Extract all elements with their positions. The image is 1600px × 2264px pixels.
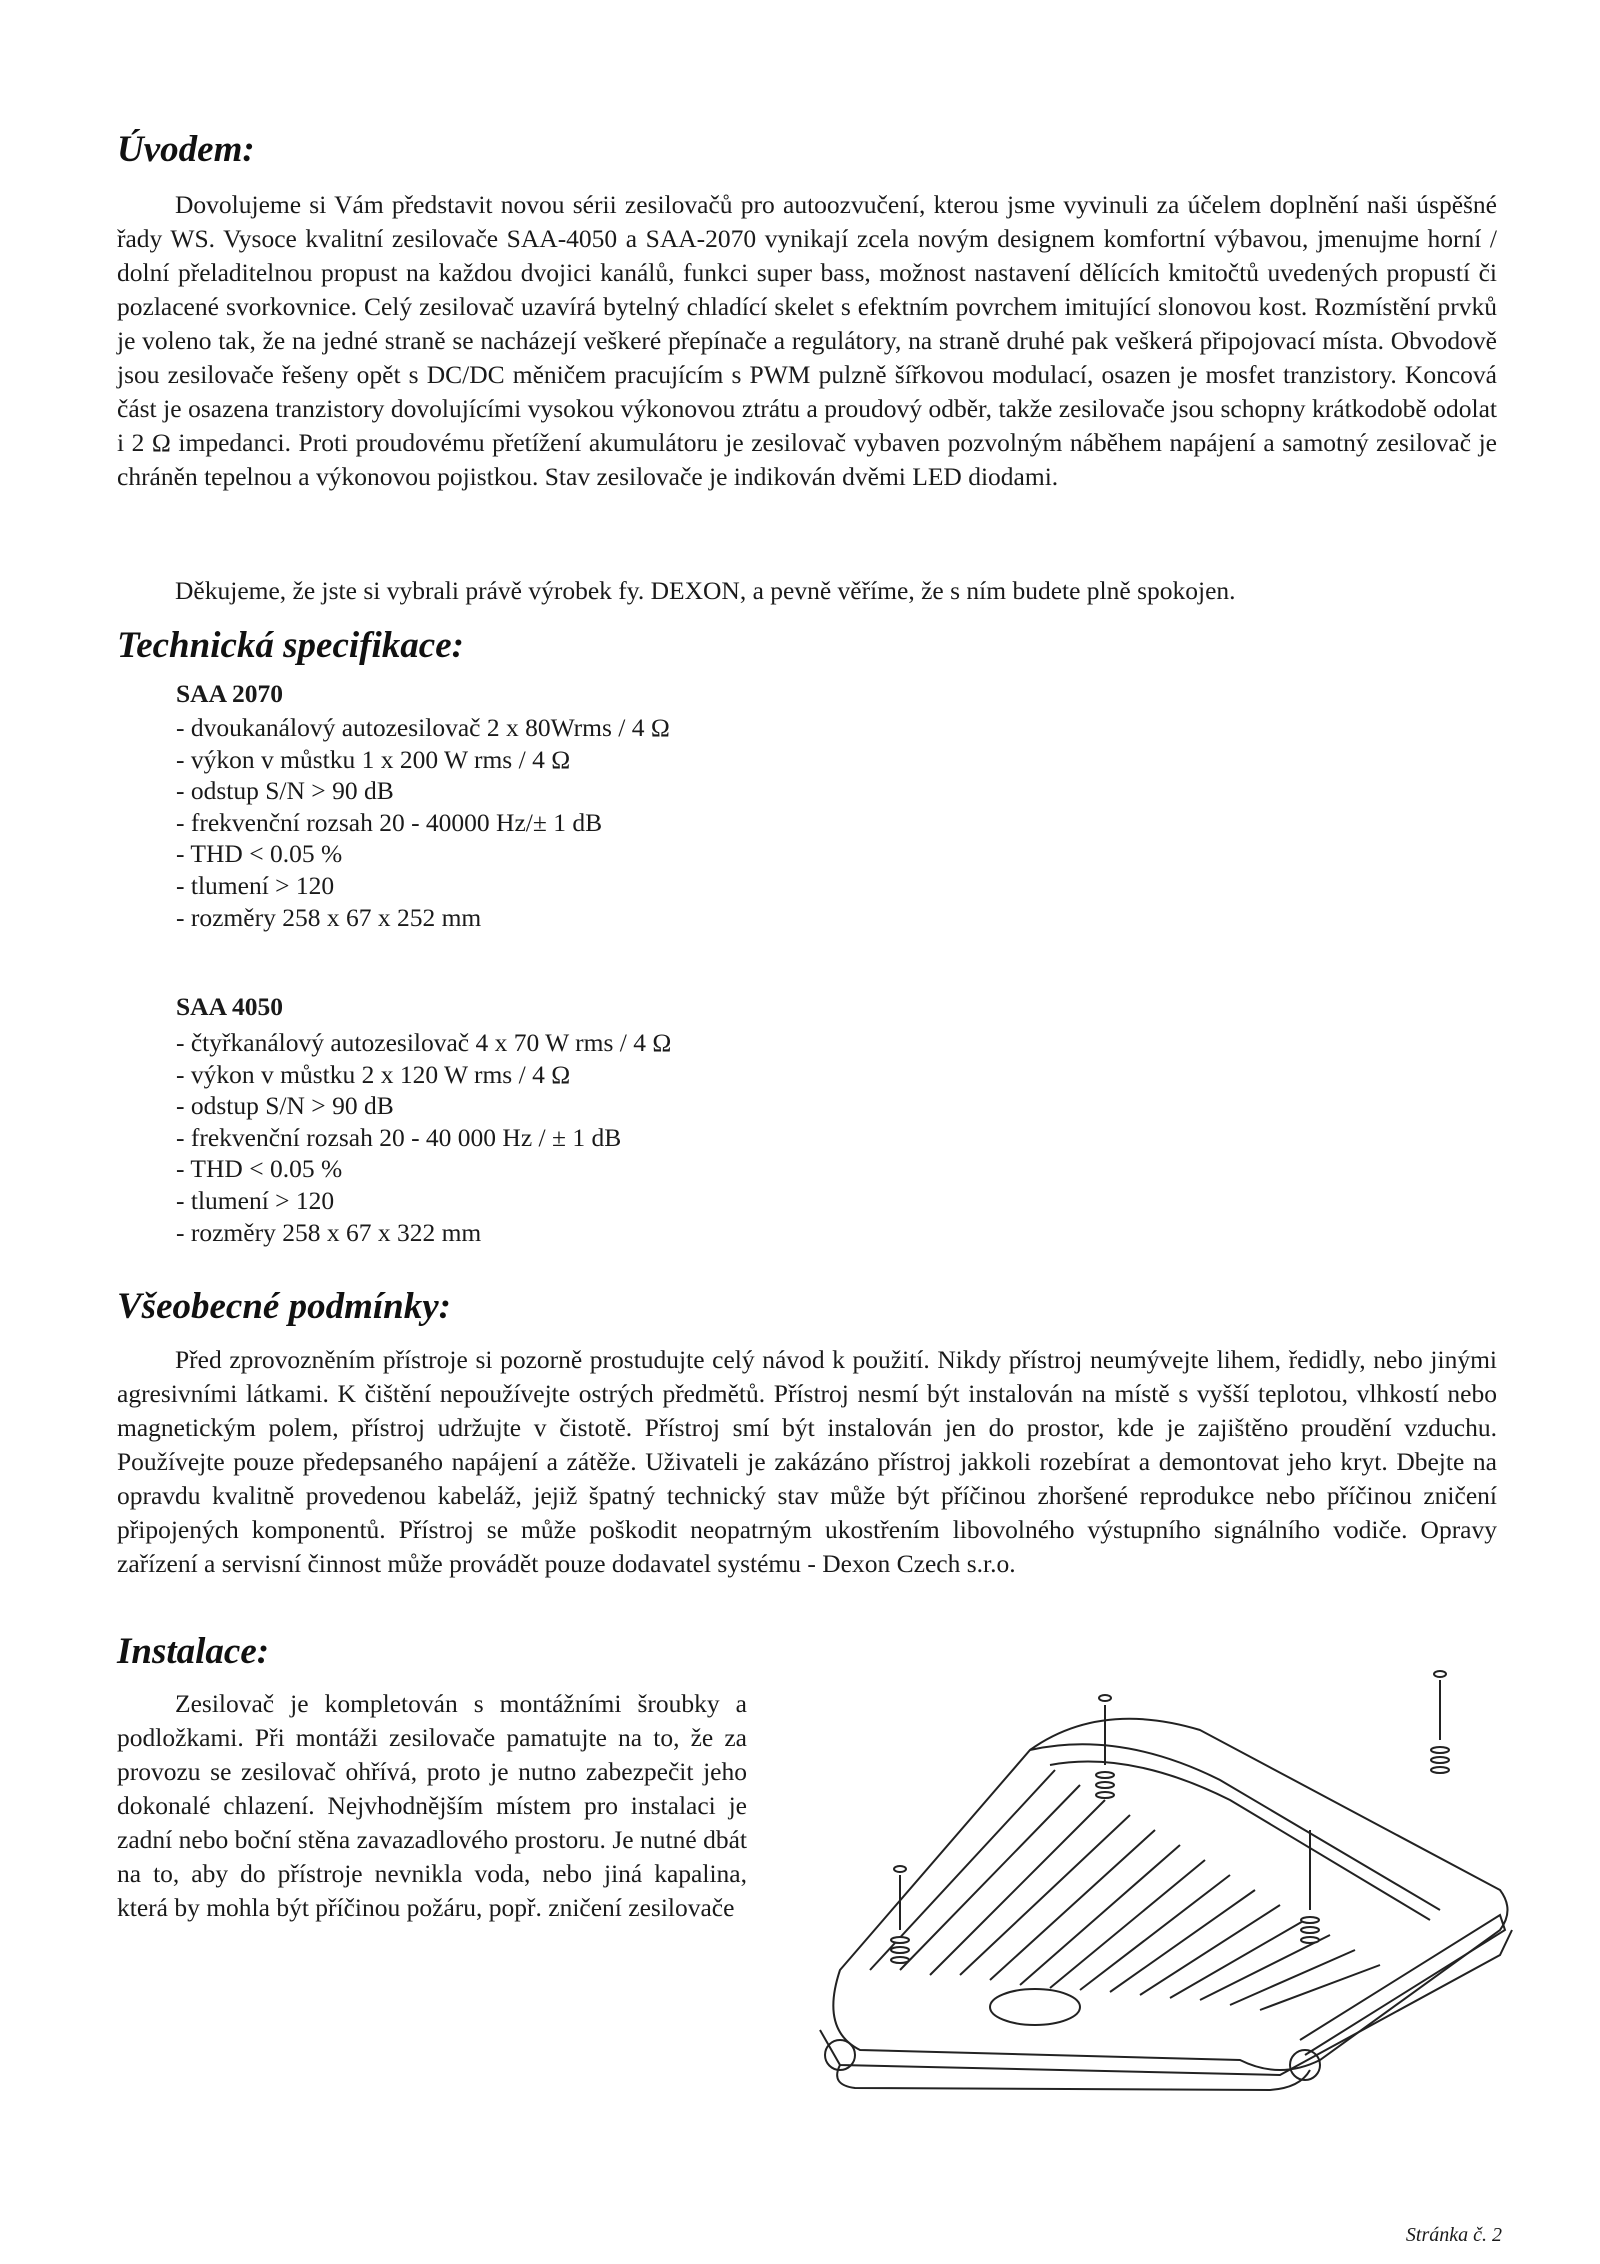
spec-item: - rozměry 258 x 67 x 252 mm (176, 902, 482, 932)
conditions-heading: Všeobecné podmínky: (117, 1286, 451, 1327)
model-saa2070-specs (176, 712, 670, 933)
spec-item: - frekvenční rozsah 20 - 40000 Hz/± 1 dB (176, 807, 603, 837)
spec-item: - rozměry 258 x 67 x 322 mm (176, 1217, 482, 1247)
model-saa2070-title: SAA 2070 (176, 679, 283, 708)
installation-heading: Instalace: (117, 1631, 270, 1672)
spec-item: - odstup S/N > 90 dB (176, 1091, 394, 1121)
amplifier-heatsink-mounting-drawing-icon (800, 1670, 1520, 2100)
spec-item: - výkon v můstku 1 x 200 W rms / 4 Ω (176, 744, 571, 774)
spec-item: - čtyřkanálový autozesilovač 4 x 70 W rms / 4 Ω (176, 1028, 672, 1057)
spec-item: - výkon v můstku 2 x 120 W rms / 4 Ω (176, 1059, 571, 1089)
spec-item: - tlumení > 120 (176, 1185, 335, 1215)
spec-item: - THD < 0.05 % (176, 1154, 343, 1184)
spec-item: - THD < 0.05 % (176, 839, 343, 869)
model-saa4050-title: SAA 4050 (176, 992, 283, 1021)
page-number: Stránka č. 2 (1405, 2224, 1502, 2246)
intro-heading: Úvodem: (117, 129, 255, 170)
spec-item: - frekvenční rozsah 20 - 40 000 Hz / ± 1 dB (176, 1122, 622, 1152)
model-saa4050-specs (176, 1027, 671, 1248)
spec-item: - tlumení > 120 (176, 870, 335, 900)
spec-item: - dvoukanálový autozesilovač 2 x 80Wrms / 4 Ω (176, 713, 670, 742)
spec-item: - odstup S/N > 90 dB (176, 776, 394, 806)
installation-paragraph: Zesilovač je kompletován s montážními šroubky a podložkami. Při montáži zesilovače pamatujte na to, že za provozu se zesilovač ohřívá, proto je nutno zabezpečit jeho dokonalé chlazení. Nejvhodnějším místem pro instalaci je zadní nebo boční stěna zavazadlového prostoru. Je nutné dbát na to, aby do přístroje nevnikla voda, nebo jiná kapalina, která by mohla být příčinou požáru, popř. zničení zesilovače (117, 1689, 747, 1922)
conditions-paragraph: Před zprovozněním přístroje si pozorně prostudujte celý návod k použití. Nikdy přístroj neumývejte lihem, ředidly, nebo jinými agresivními látkami. K čištění nepoužívejte ostrých předmětů. Přístroj nesmí být instalován na místě s vyšší teplotou, vlhkostí nebo magnetickým polem, přístroj udržujte v čistotě. Přístroj smí být instalován jen do prostor, kde je zajištěno proudění vzduchu. Používejte pouze předepsaného napájení a zátěže. Uživateli je zakázáno přístroj jakkoli rozebírat a demontovat jeho kryt. Dbejte na opravdu kvalitně provedenou kabeláž, jejiž špatný technický stav může být příčinou zhoršené reprodukce nebo příčinou zničení připojených komponentů. Přístroj se může poškodit neopatrným ukostřením libovolného výstupního signálního vodiče. Opravy zařízení a servisní činnost může provádět pouze dodavatel systému - Dexon Czech s.r.o. (117, 1345, 1497, 1578)
intro-paragraph: Dovolujeme si Vám představit novou sérii zesilovačů pro autoozvučení, kterou jsme vyvinuli za účelem doplnění naši úspěšné řady WS. Vysoce kvalitní zesilovače SAA-4050 a SAA-2070 vynikají zcela novým designem komfortní výbavou, jmenujme horní / dolní přeladitelnou propust na každou dvojici kanálů, funkci super bass, možnost nastavení dělících kmitočtů uvedených propustí či pozlacené svorkovnice. Celý zesilovač uzavírá bytelný chladící skelet s efektním povrchem imitující slonovou kost. Rozmístění prvků je voleno tak, že na jedné straně se nacházejí veškeré přepínače a regulátory, na straně druhé pak veškerá připojovací místa. Obvodově jsou zesilovače řešeny opět s DC/DC měničem pracujícím s PWM pulzně šířkovou modulací, osazen je mosfet tranzistory. Koncová část je osazena tranzistory dovolujícími vysokou výkonovou ztrátu a proudový odběr, takže zesilovače jsou schopny krátkodobě odolat i 2 Ω impedanci. Proti proudovému přetížení akumulátoru je zesilovač vybaven pozvolným náběhem napájení a samotný zesilovač je chráněn tepelnou a výkonovou pojistkou. Stav zesilovače je indikován dvěmi LED diodami. (117, 190, 1497, 491)
intro-thanks: Děkujeme, že jste si vybrali právě výrobek fy. DEXON, a pevně věříme, že s ním budete plně spokojen. (175, 576, 1236, 605)
spec-heading: Technická specifikace: (117, 625, 464, 666)
